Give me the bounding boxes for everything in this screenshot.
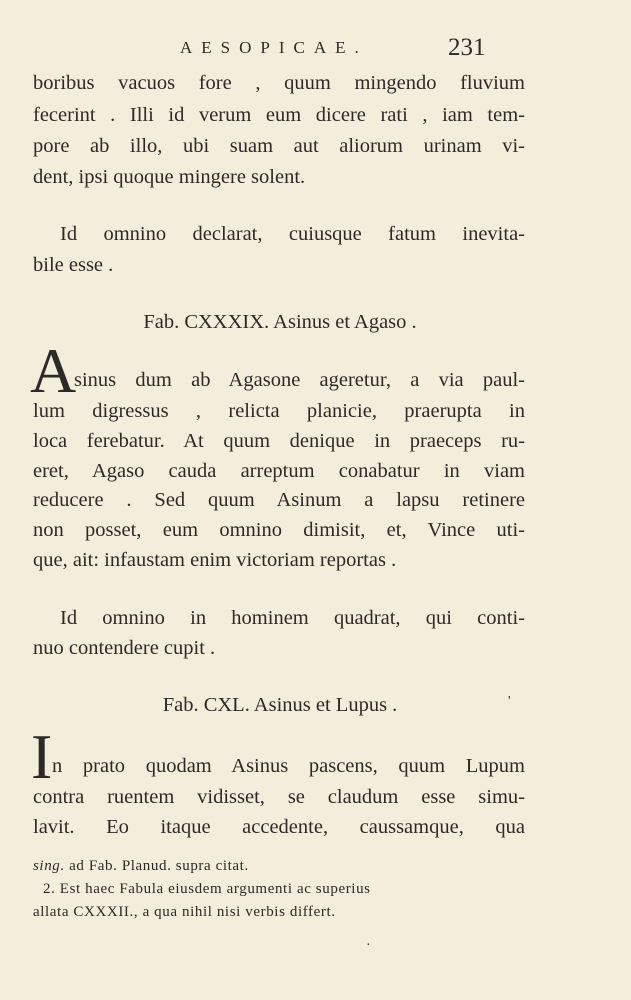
text-line: reducere . Sed quum Asinum a lapsu retinere	[33, 489, 525, 511]
text-line: contra ruentem vidisset, se claudum esse simu-	[33, 786, 525, 808]
margin-mark: '	[508, 694, 511, 709]
fable-heading: Fab. CXL. Asinus et Lupus .	[162, 694, 398, 716]
margin-dot: ·	[366, 938, 371, 953]
running-head: AESOPICAE.	[180, 38, 368, 57]
text-line: boribus vacuos fore , quum mingendo fluvium	[33, 72, 525, 94]
text-line: eret, Agaso cauda arreptum conabatur in viam	[33, 460, 525, 482]
text-line: dent, ipsi quoque mingere solent.	[33, 166, 306, 188]
footnote-abbrev: sing.	[33, 858, 65, 874]
text-line: lavit. Eo itaque accedente, caussamque, qua	[33, 816, 525, 838]
drop-cap: A	[30, 335, 77, 406]
text-line: pore ab illo, ubi suam aut aliorum urinam vi-	[33, 135, 525, 157]
moral-line: bile esse .	[33, 254, 114, 276]
text-line: que, ait: infaustam enim victoriam reportas .	[33, 549, 397, 571]
drop-cap: I	[31, 721, 53, 792]
moral-line: Id omnino declarat, cuiusque fatum inevita-	[60, 223, 525, 245]
text-line: sinus dum ab Agasone ageretur, a via paul-	[74, 369, 525, 391]
page-number: 231	[448, 34, 486, 61]
footnote-1	[33, 858, 249, 875]
text-line: non posset, eum omnino dimisit, et, Vince uti-	[33, 519, 525, 541]
text-line: n prato quodam Asinus pascens, quum Lupum	[52, 755, 525, 777]
moral-line: Id omnino in hominem quadrat, qui conti-	[60, 607, 525, 629]
moral-line: nuo contendere cupit .	[33, 637, 216, 659]
footnote-2-line-2: allata CXXXII., a qua nihil nisi verbis differt.	[33, 904, 336, 920]
fable-heading: Fab. CXXXIX. Asinus et Agaso .	[143, 311, 417, 333]
footnote-text: ad Fab. Planud. supra citat.	[64, 858, 249, 874]
text-line: fecerint . Illi id verum eum dicere rati , iam tem-	[33, 104, 525, 126]
text-line: loca ferebatur. At quum denique in praeceps ru-	[33, 430, 525, 452]
footnote-2-line-1: 2. Est haec Fabula eiusdem argumenti ac superius	[43, 881, 371, 897]
text-line: lum digressus , relicta planicie, praerupta in	[33, 400, 525, 422]
